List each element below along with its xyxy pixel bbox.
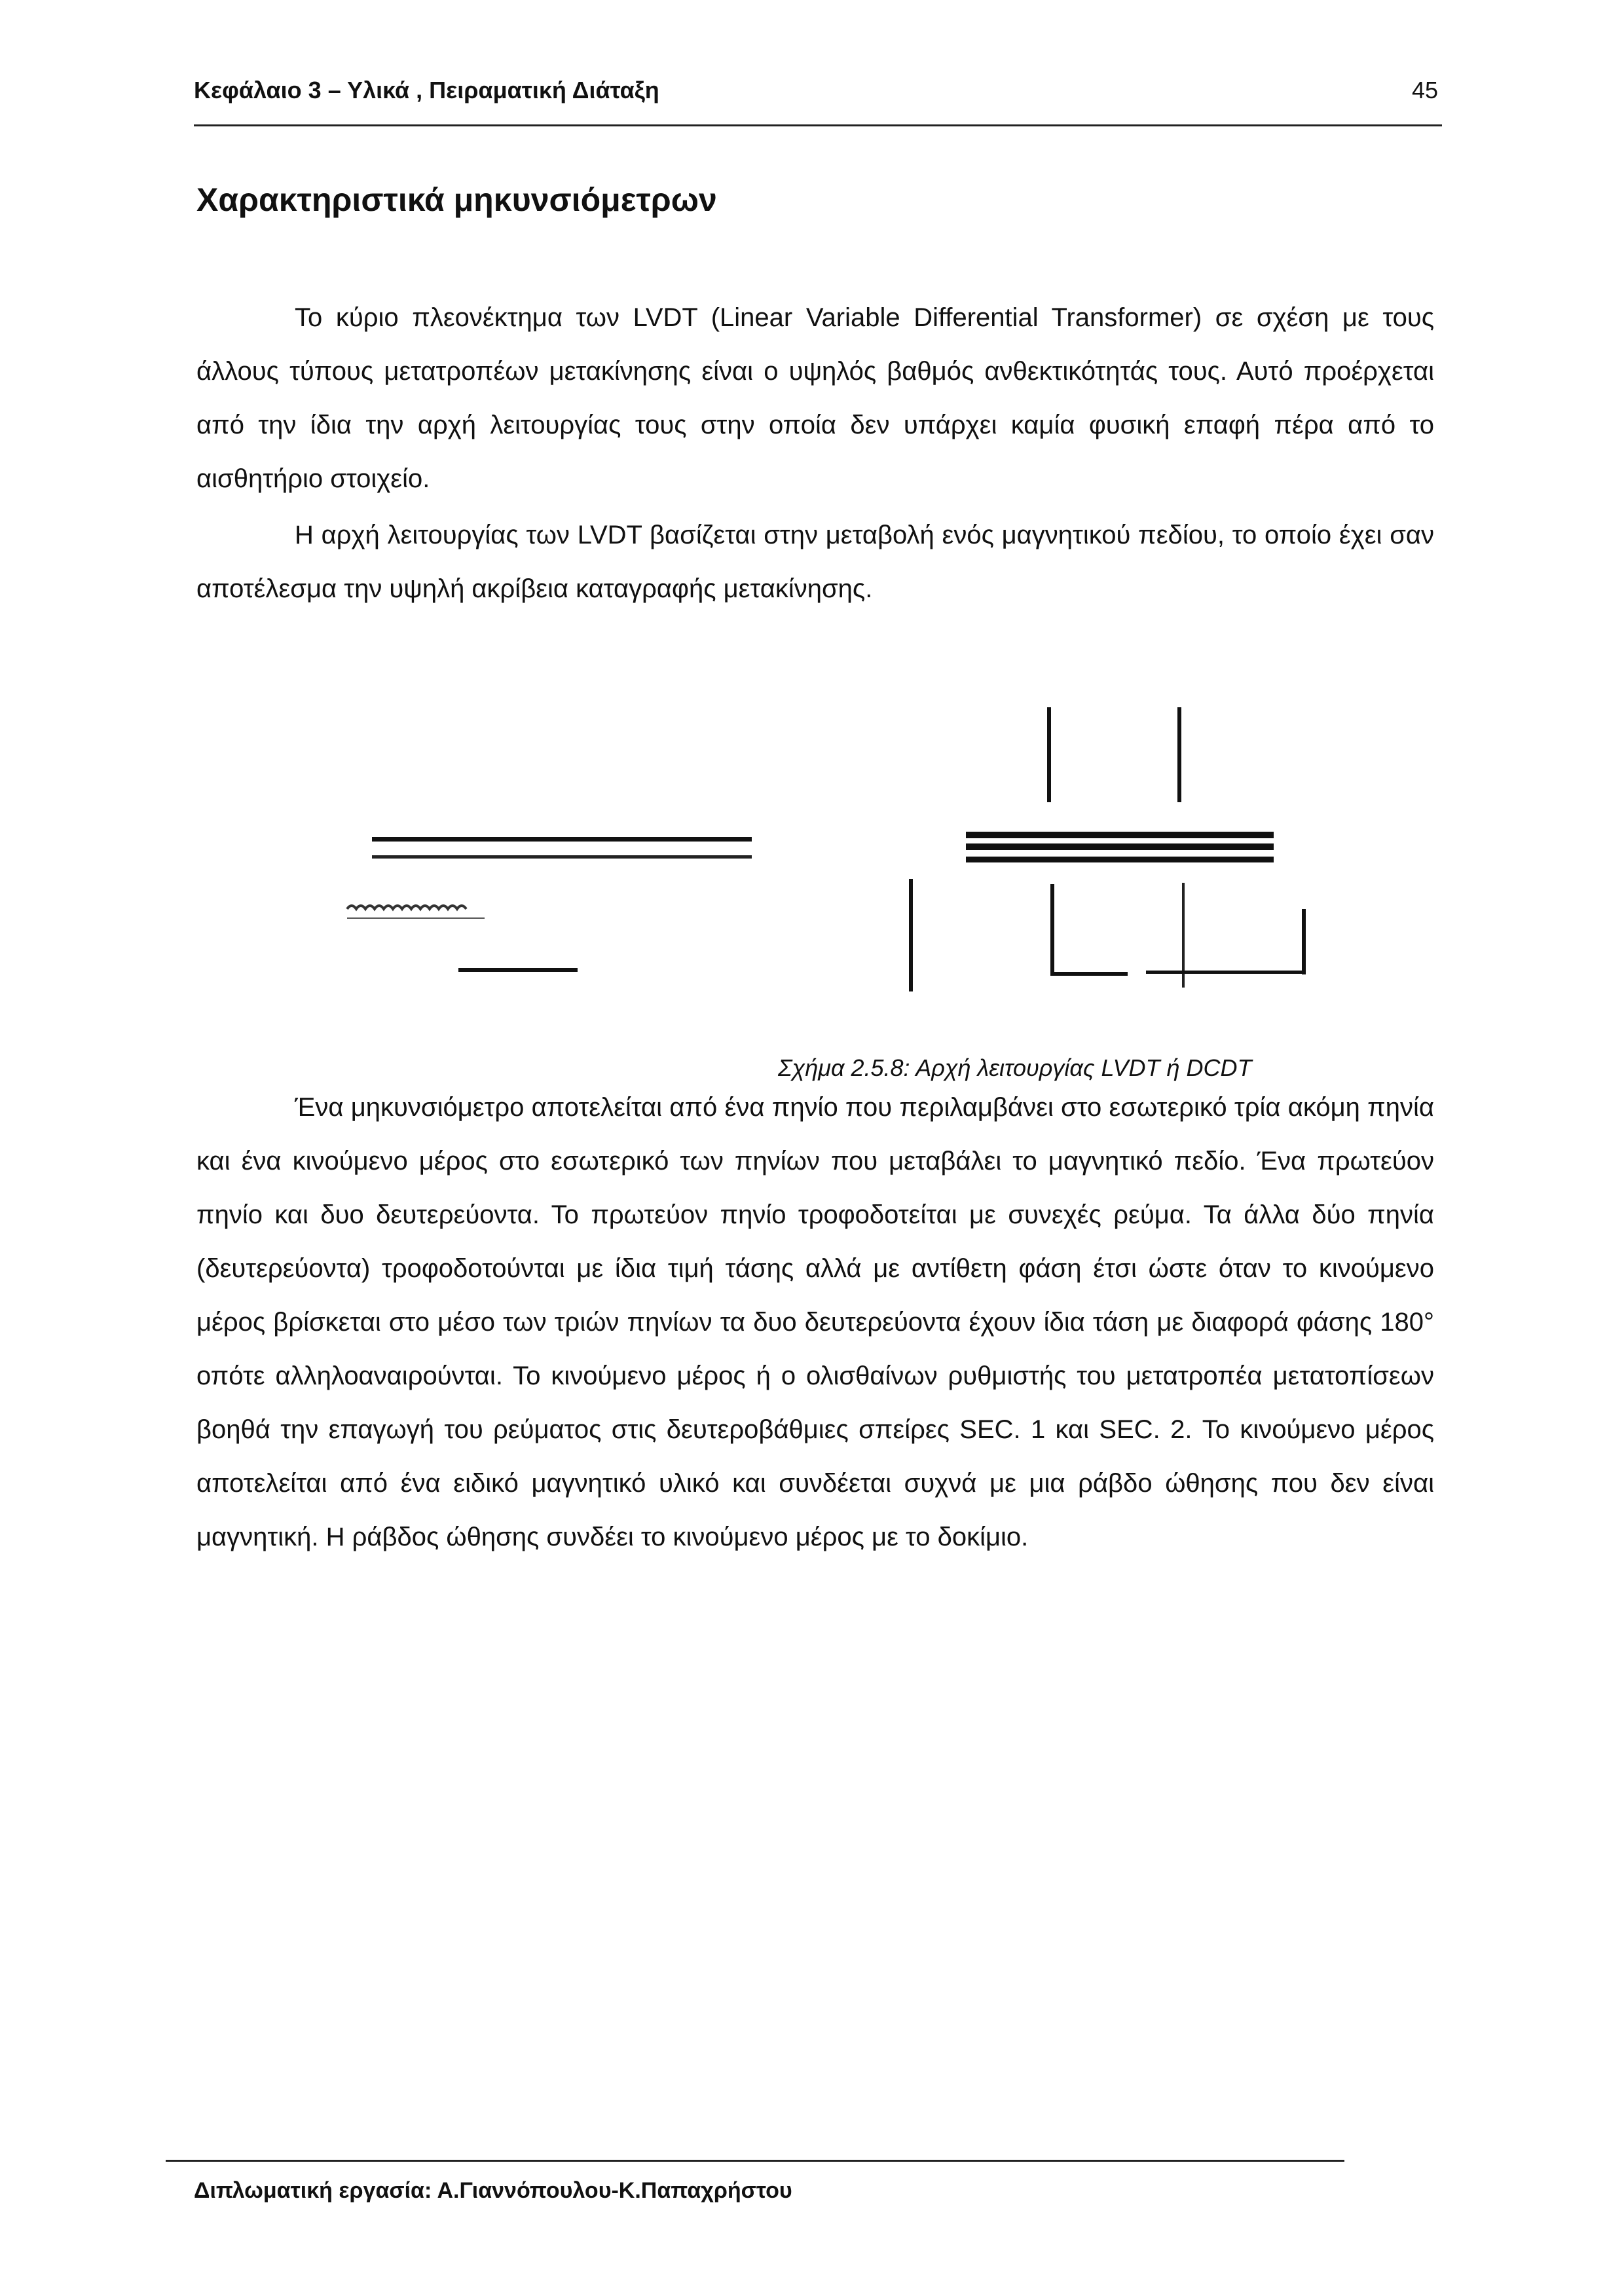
left-coil-winding (347, 906, 485, 918)
paragraph-lvdt-advantage: Το κύριο πλεονέκτημα των LVDT (Linear Variable Differential Transformer) σε σχέση με τους άλλους τύπους μετατροπέων μετακίνησης είναι ο υψηλός βαθμός ανθεκτικότητάς τους. Αυτό προέρχεται από την ίδια την αρχή λειτουργίας τους στην οποία δεν υπάρχει καμία φυσική επαφή πέρα από το αισθητήριο στοιχείο. (196, 303, 1434, 493)
left-base-line (458, 968, 578, 972)
section-title: Χαρακτηριστικά μηκυνσιόμετρων (196, 181, 717, 218)
lvdt-figure (327, 701, 1375, 1028)
right-core-bar (966, 832, 1274, 862)
paragraph-extensometer: Ένα μηκυνσιόμετρο αποτελείται από ένα πηνίο που περιλαμβάνει στο εσωτερικό τρία ακόμη πηνία και ένα κινούμενο μέρος στο εσωτερικό των πηνίων που μεταβάλει το μαγνητικό πεδίο. Ένα πρωτεύον πηνίο και δυο δευτερεύοντα. Το πρωτεύον πηνίο τροφοδοτείται με συνεχές ρεύμα. Τα άλλα δύο πηνία (δευτερεύοντα) τροφοδοτούνται με ίδια τιμή τάσης αλλά με αντίθετη φάση έτσι ώστε όταν το κινούμενο μέρος βρίσκεται στο μέσο των τριών πηνίων τα δυο δευτερεύοντα έχουν ίδια τάση με διαφορά φάσης 180° οπότε αλληλοαναιρούνται. Το κινούμενο μέρος ή ο ολισθαίνων ρυθμιστής του μετατροπέα μετατοπίσεων βοηθά την επαγωγή του ρεύματος στις δευτεροβάθμιες σπείρες SEC. 1 και SEC. 2. Το κινούμενο μέρος αποτελείται από ένα ειδικό μαγνητικό υλικό και συνδέεται συχνά με μια ράβδο ώθησης που δεν είναι μαγνητική. Η ράβδος ώθησης συνδέει το κινούμενο μέρος με το δοκίμιο. (196, 1093, 1434, 1551)
page-header (194, 71, 1438, 110)
chapter-title: Κεφάλαιο 3 – Υλικά , Πειραματική Διάταξη (194, 77, 659, 103)
right-coil-frame (909, 879, 1306, 991)
header-rule (194, 124, 1442, 126)
page-number: 45 (1411, 77, 1438, 103)
figure-caption: Σχήμα 2.5.8: Αρχή λειτουργίας LVDT ή DCDT (778, 1054, 1252, 1081)
page-footer: Διπλωματική εργασία: Α.Γιαννόπουλου-Κ.Παπαχρήστου (194, 2178, 792, 2203)
lvdt-diagram (327, 701, 1375, 1028)
footer-rule (166, 2160, 1344, 2162)
right-rods (1047, 707, 1181, 802)
paragraph-lvdt-principle: Η αρχή λειτουργίας των LVDT βασίζεται στην μεταβολή ενός μαγνητικού πεδίου, το οποίο έχει σαν αποτέλεσμα την υψηλή ακρίβεια καταγραφής μετακίνησης. (196, 521, 1434, 603)
left-core-lines (372, 837, 752, 859)
